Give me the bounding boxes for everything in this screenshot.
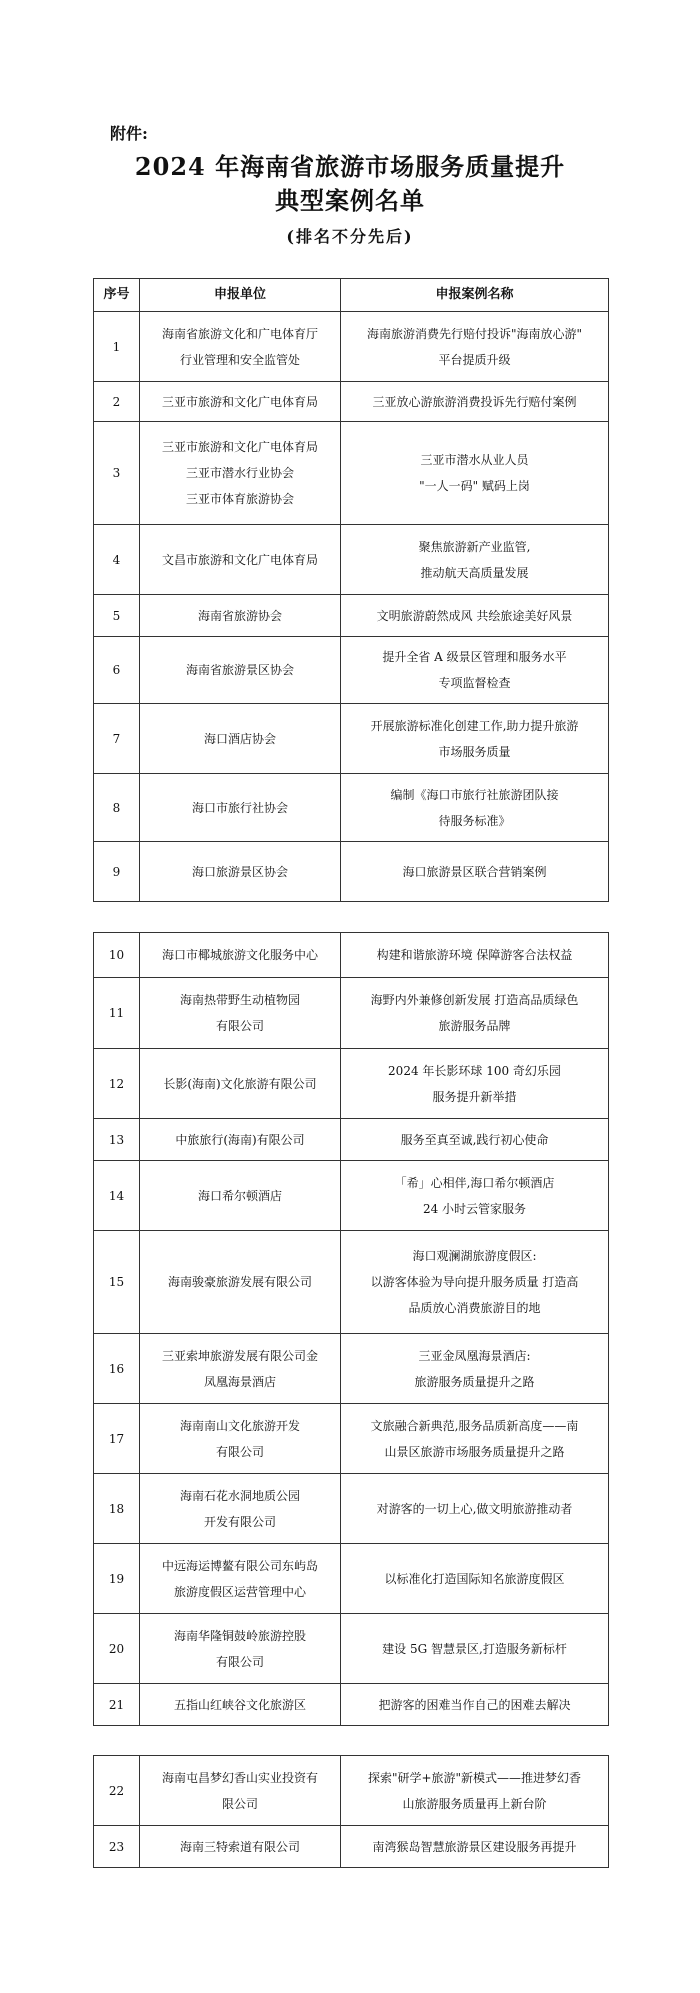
table-row xyxy=(94,1334,609,1404)
row-case: 聚焦旅游新产业监管, 推动航天高质量发展 xyxy=(341,525,609,595)
row-unit: 海口酒店协会 xyxy=(140,704,341,774)
table-row xyxy=(94,1161,609,1231)
row-case: 以标准化打造国际知名旅游度假区 xyxy=(341,1544,609,1614)
row-no: 18 xyxy=(94,1474,140,1544)
header-case: 申报案例名称 xyxy=(341,279,609,312)
row-case: 编制《海口市旅行社旅游团队接 待服务标准》 xyxy=(341,774,609,842)
row-unit: 海南南山文化旅游开发 有限公司 xyxy=(140,1404,341,1474)
row-no: 23 xyxy=(94,1826,140,1868)
row-no: 9 xyxy=(94,842,140,902)
row-unit: 海南骏豪旅游发展有限公司 xyxy=(140,1231,341,1334)
header-unit: 申报单位 xyxy=(140,279,341,312)
row-unit: 海南石花水洞地质公园 开发有限公司 xyxy=(140,1474,341,1544)
row-no: 12 xyxy=(94,1049,140,1119)
table-row xyxy=(94,774,609,842)
row-case: 「希」心相伴,海口希尔顿酒店 24 小时云管家服务 xyxy=(341,1161,609,1231)
row-no: 1 xyxy=(94,312,140,382)
table-row xyxy=(94,637,609,704)
row-case: 开展旅游标准化创建工作,助力提升旅游 市场服务质量 xyxy=(341,704,609,774)
row-no: 3 xyxy=(94,422,140,525)
table-row xyxy=(94,1826,609,1868)
table-row xyxy=(94,1049,609,1119)
row-unit: 中远海运博鳌有限公司东屿岛 旅游度假区运营管理中心 xyxy=(140,1544,341,1614)
table-row xyxy=(94,842,609,902)
page-title-line1: 2024 年海南省旅游市场服务质量提升 xyxy=(134,152,566,181)
row-unit: 三亚市旅游和文化广电体育局 三亚市潜水行业协会 三亚市体育旅游协会 xyxy=(140,422,341,525)
row-no: 20 xyxy=(94,1614,140,1684)
row-no: 15 xyxy=(94,1231,140,1334)
row-unit: 海口希尔顿酒店 xyxy=(140,1161,341,1231)
row-case: 2024 年长影环球 100 奇幻乐园 服务提升新举措 xyxy=(341,1049,609,1119)
row-case: 三亚金凤凰海景酒店: 旅游服务质量提升之路 xyxy=(341,1334,609,1404)
row-case: 海口观澜湖旅游度假区: 以游客体验为导向提升服务质量 打造高 品质放心消费旅游目的地 xyxy=(341,1231,609,1334)
row-no: 7 xyxy=(94,704,140,774)
row-no: 17 xyxy=(94,1404,140,1474)
table-row xyxy=(94,382,609,422)
row-case: 把游客的困难当作自己的困难去解决 xyxy=(341,1684,609,1726)
row-no: 19 xyxy=(94,1544,140,1614)
row-case: 探索"研学+旅游"新模式——推进梦幻香 山旅游服务质量再上新台阶 xyxy=(341,1756,609,1826)
row-no: 21 xyxy=(94,1684,140,1726)
table-row xyxy=(94,595,609,637)
table-row xyxy=(94,1474,609,1544)
page-title-line2: 典型案例名单 xyxy=(275,186,425,215)
row-no: 6 xyxy=(94,637,140,704)
row-unit: 三亚市旅游和文化广电体育局 xyxy=(140,382,341,422)
row-no: 11 xyxy=(94,978,140,1049)
row-case: 三亚市潜水从业人员 "一人一码" 赋码上岗 xyxy=(341,422,609,525)
row-unit: 海南屯昌梦幻香山实业投资有 限公司 xyxy=(140,1756,341,1826)
row-no: 5 xyxy=(94,595,140,637)
row-no: 10 xyxy=(94,933,140,978)
row-case: 服务至真至诚,践行初心使命 xyxy=(341,1119,609,1161)
table-row xyxy=(94,1119,609,1161)
row-unit: 海南省旅游景区协会 xyxy=(140,637,341,704)
row-case: 构建和谐旅游环境 保障游客合法权益 xyxy=(341,933,609,978)
row-case: 南湾猴岛智慧旅游景区建设服务再提升 xyxy=(341,1826,609,1868)
row-case: 提升全省 A 级景区管理和服务水平 专项监督检查 xyxy=(341,637,609,704)
table-row xyxy=(94,933,609,978)
case-table-section-1 xyxy=(93,278,609,902)
page-subtitle: (排名不分先后) xyxy=(286,227,414,246)
row-unit: 中旅旅行(海南)有限公司 xyxy=(140,1119,341,1161)
row-unit: 海南华隆铜鼓岭旅游控股 有限公司 xyxy=(140,1614,341,1684)
row-no: 8 xyxy=(94,774,140,842)
row-no: 2 xyxy=(94,382,140,422)
table-header-row xyxy=(94,279,609,312)
row-case: 建设 5G 智慧景区,打造服务新标杆 xyxy=(341,1614,609,1684)
table-row xyxy=(94,1231,609,1334)
row-case: 海南旅游消费先行赔付投诉"海南放心游" 平台提质升级 xyxy=(341,312,609,382)
row-unit: 长影(海南)文化旅游有限公司 xyxy=(140,1049,341,1119)
row-unit: 海南省旅游文化和广电体育厅 行业管理和安全监管处 xyxy=(140,312,341,382)
table-row xyxy=(94,1544,609,1614)
row-case: 文旅融合新典范,服务品质新高度——南 山景区旅游市场服务质量提升之路 xyxy=(341,1404,609,1474)
case-table-section-3 xyxy=(93,1755,609,1868)
table-row xyxy=(94,1614,609,1684)
row-case: 文明旅游蔚然成风 共绘旅途美好风景 xyxy=(341,595,609,637)
row-unit: 海口市椰城旅游文化服务中心 xyxy=(140,933,341,978)
row-case: 三亚放心游旅游消费投诉先行赔付案例 xyxy=(341,382,609,422)
row-no: 4 xyxy=(94,525,140,595)
row-unit: 海南省旅游协会 xyxy=(140,595,341,637)
table-row xyxy=(94,525,609,595)
table-row xyxy=(94,422,609,525)
row-unit: 三亚索坤旅游发展有限公司金 凤凰海景酒店 xyxy=(140,1334,341,1404)
row-no: 14 xyxy=(94,1161,140,1231)
attachment-label: 附件: xyxy=(110,124,148,143)
table-row xyxy=(94,1756,609,1826)
table-row xyxy=(94,1684,609,1726)
header-no: 序号 xyxy=(94,279,140,312)
table-row xyxy=(94,704,609,774)
row-case: 海口旅游景区联合营销案例 xyxy=(341,842,609,902)
row-no: 16 xyxy=(94,1334,140,1404)
row-unit: 海南热带野生动植物园 有限公司 xyxy=(140,978,341,1049)
row-case: 对游客的一切上心,做文明旅游推动者 xyxy=(341,1474,609,1544)
case-table-section-2 xyxy=(93,932,609,1726)
row-no: 22 xyxy=(94,1756,140,1826)
row-unit: 海南三特索道有限公司 xyxy=(140,1826,341,1868)
row-no: 13 xyxy=(94,1119,140,1161)
row-unit: 海口市旅行社协会 xyxy=(140,774,341,842)
table-row xyxy=(94,312,609,382)
row-unit: 五指山红峡谷文化旅游区 xyxy=(140,1684,341,1726)
table-row xyxy=(94,1404,609,1474)
table-row xyxy=(94,978,609,1049)
row-case: 海野内外兼修创新发展 打造高品质绿色 旅游服务品牌 xyxy=(341,978,609,1049)
row-unit: 海口旅游景区协会 xyxy=(140,842,341,902)
row-unit: 文昌市旅游和文化广电体育局 xyxy=(140,525,341,595)
